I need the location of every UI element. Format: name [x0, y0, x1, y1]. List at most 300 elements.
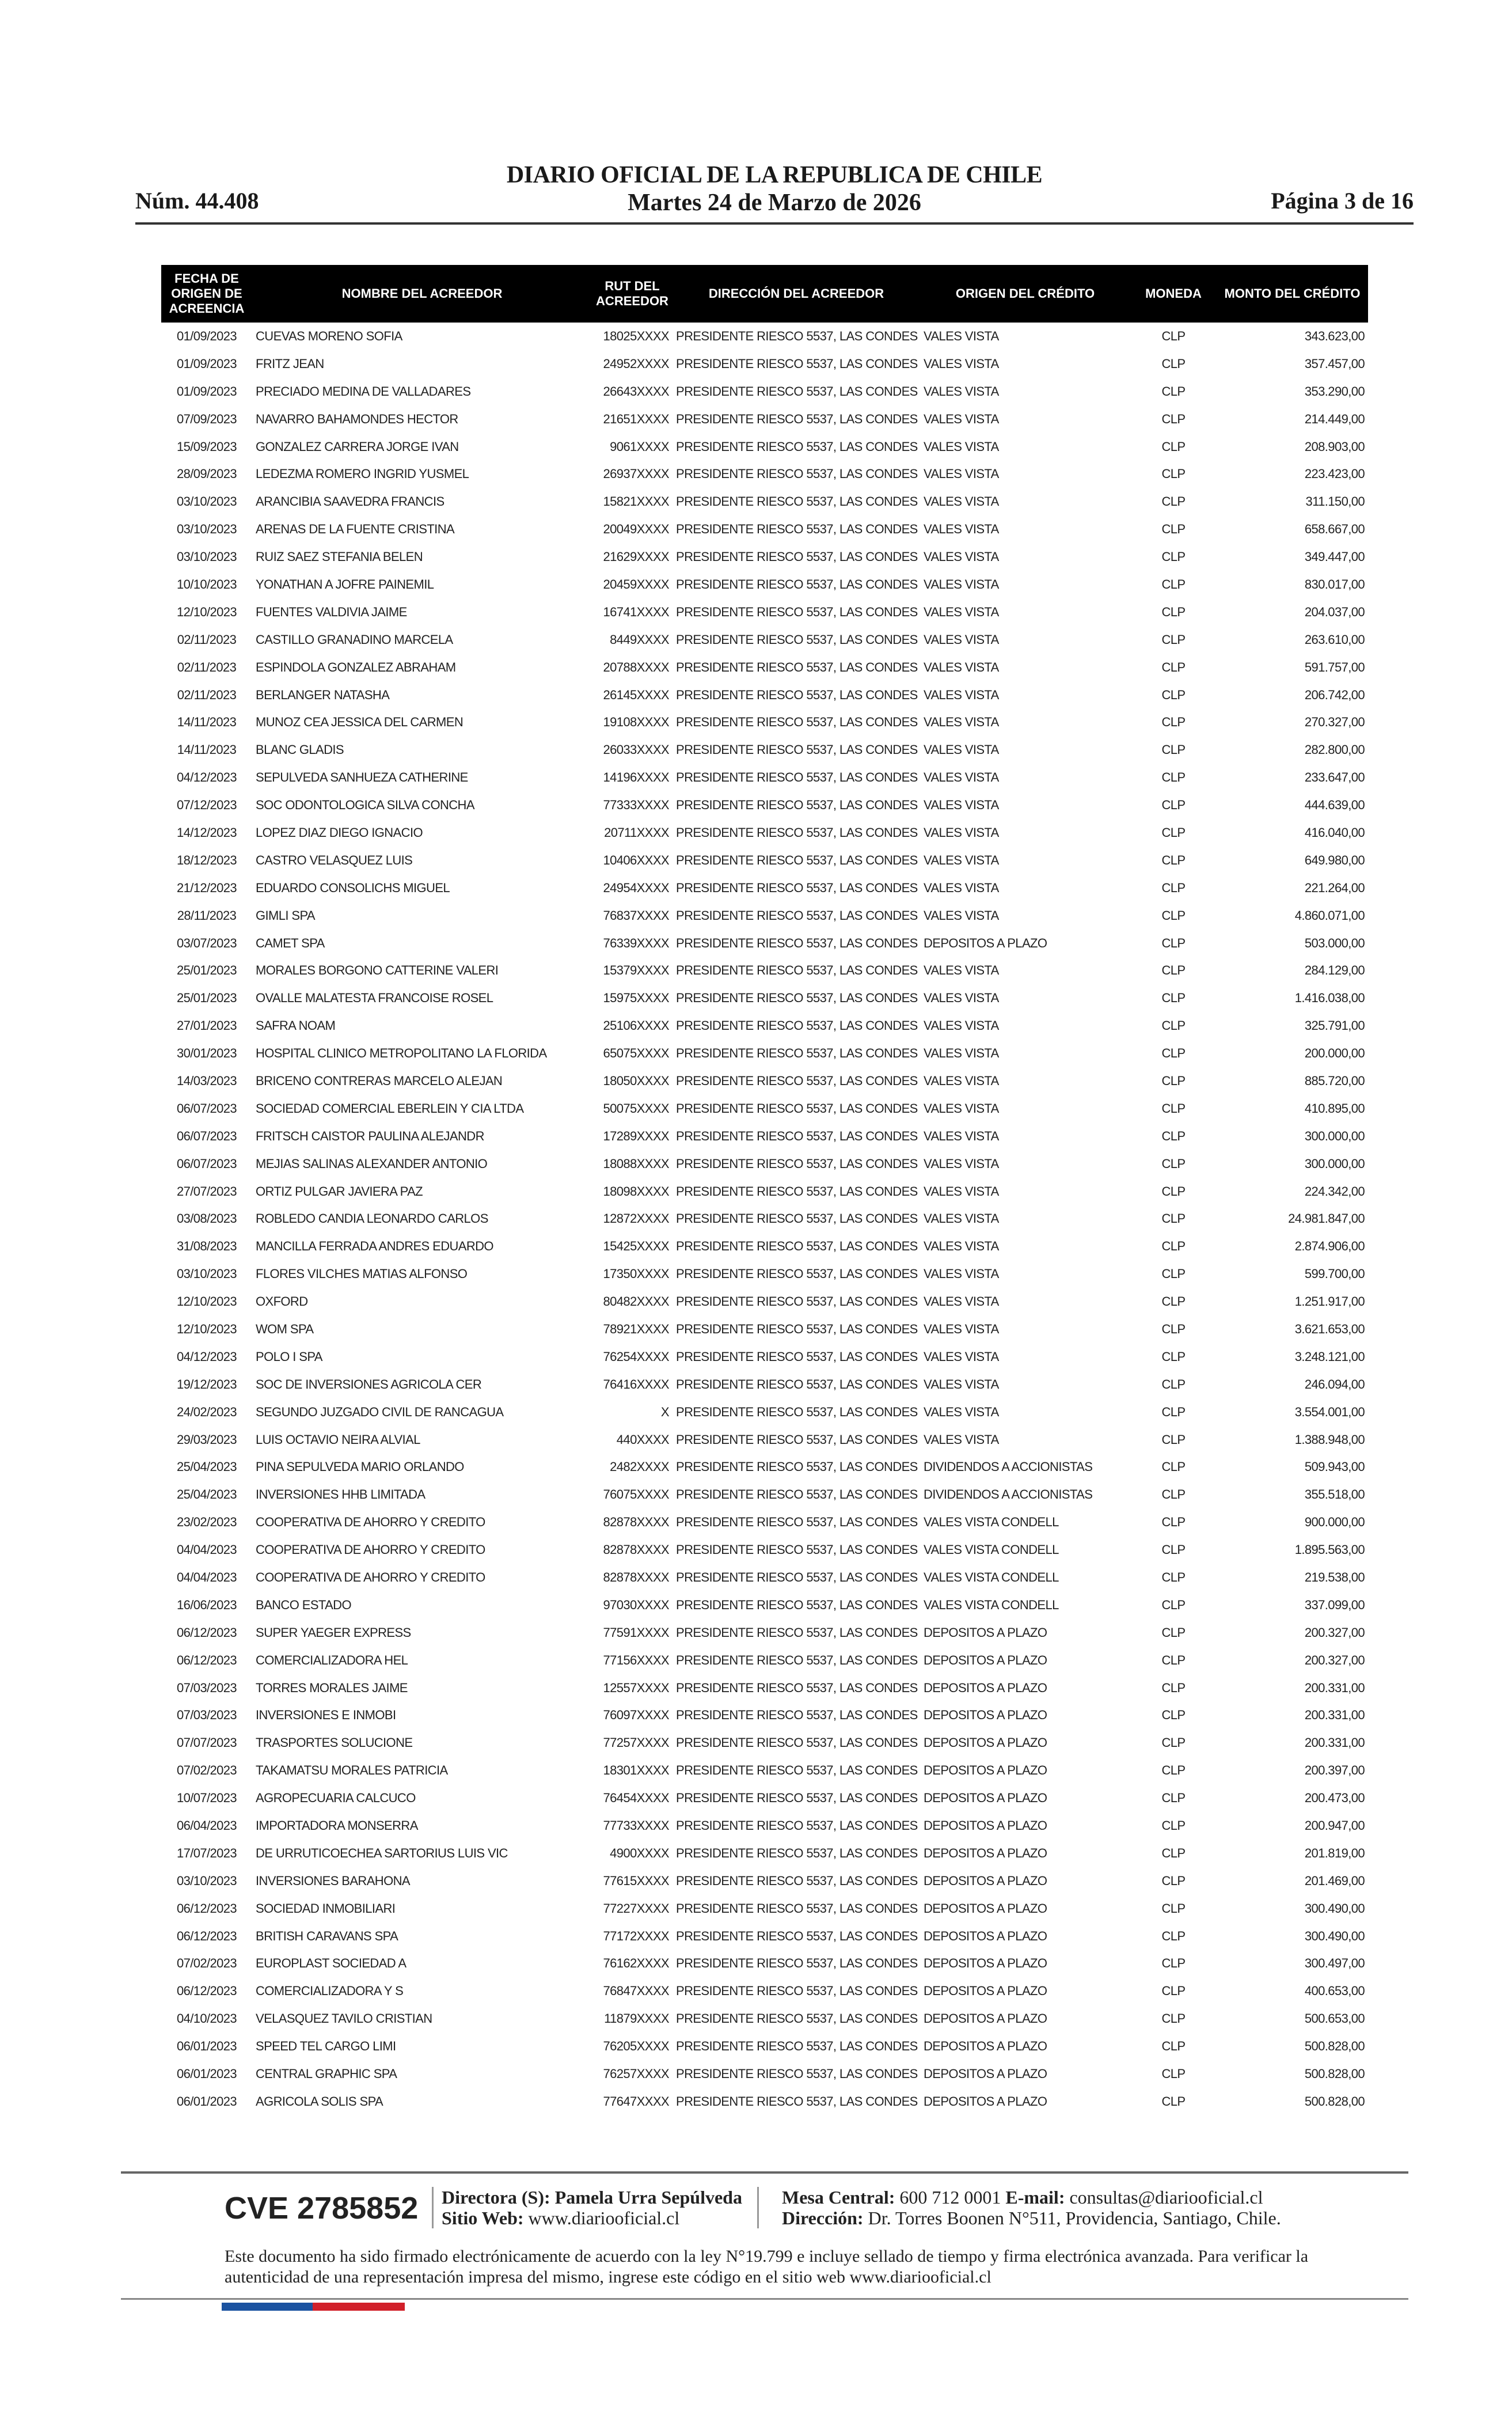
cell-direccion: PRESIDENTE RIESCO 5537, LAS CONDES [676, 908, 918, 923]
cell-monto: 206.742,00 [1304, 687, 1365, 702]
table-row [161, 1812, 1368, 1840]
cell-fecha: 23/02/2023 [176, 1515, 237, 1530]
cell-nombre: LEDEZMA ROMERO INGRID YUSMEL [256, 467, 469, 481]
cell-fecha: 06/07/2023 [176, 1156, 237, 1171]
publication-title: DIARIO OFICIAL DE LA REPUBLICA DE CHILE [506, 162, 1043, 188]
cell-direccion: PRESIDENTE RIESCO 5537, LAS CONDES [676, 1432, 918, 1447]
cell-moneda: CLP [1161, 1873, 1186, 1888]
cell-fecha: 16/06/2023 [176, 1597, 237, 1612]
table-row [161, 1040, 1368, 1067]
cell-nombre: INVERSIONES HHB LIMITADA [256, 1487, 426, 1502]
cell-moneda: CLP [1161, 356, 1186, 371]
cell-fecha: 02/11/2023 [177, 659, 237, 674]
cell-origen: VALES VISTA [924, 632, 999, 647]
cell-direccion: PRESIDENTE RIESCO 5537, LAS CONDES [676, 2067, 918, 2081]
cell-origen: VALES VISTA [924, 963, 999, 978]
table-header-row [161, 265, 1368, 323]
cell-moneda: CLP [1161, 1459, 1186, 1474]
cell-nombre: OVALLE MALATESTA FRANCOISE ROSEL [256, 991, 493, 1006]
cell-origen: VALES VISTA [924, 522, 999, 537]
cell-direccion: PRESIDENTE RIESCO 5537, LAS CONDES [676, 1101, 918, 1116]
cell-moneda: CLP [1161, 991, 1186, 1006]
table-row [161, 488, 1368, 515]
table-row [161, 957, 1368, 984]
table-row [161, 1371, 1368, 1398]
cell-monto: 246.094,00 [1304, 1377, 1365, 1392]
cell-rut: 77156XXXX [603, 1652, 669, 1667]
cell-moneda: CLP [1161, 770, 1186, 785]
cell-origen: VALES VISTA [924, 880, 999, 895]
cell-monto: 343.623,00 [1304, 328, 1365, 343]
cell-nombre: ROBLEDO CANDIA LEONARDO CARLOS [256, 1211, 488, 1226]
cell-fecha: 27/07/2023 [176, 1184, 237, 1199]
cell-nombre: MUNOZ CEA JESSICA DEL CARMEN [256, 715, 464, 730]
table-row [161, 1150, 1368, 1178]
table-row [161, 571, 1368, 598]
cell-monto: 349.447,00 [1304, 549, 1365, 564]
cell-rut: 82878XXXX [603, 1515, 669, 1530]
cell-monto: 1.416.038,00 [1294, 991, 1365, 1006]
cell-origen: VALES VISTA [924, 1211, 999, 1226]
cell-monto: 200.331,00 [1304, 1680, 1365, 1695]
cell-monto: 416.040,00 [1304, 825, 1365, 840]
col-header-nombre: NOMBRE DEL ACREEDOR [252, 265, 592, 323]
cell-direccion: PRESIDENTE RIESCO 5537, LAS CONDES [676, 1597, 918, 1612]
cell-fecha: 10/10/2023 [176, 577, 237, 592]
cell-fecha: 07/09/2023 [176, 411, 237, 426]
cell-monto: 223.423,00 [1304, 467, 1365, 481]
col-header-monto: MONTO DEL CRÉDITO [1217, 265, 1368, 323]
table-row [161, 1288, 1368, 1315]
cell-moneda: CLP [1161, 1349, 1186, 1364]
cell-moneda: CLP [1161, 1156, 1186, 1171]
cell-direccion: PRESIDENTE RIESCO 5537, LAS CONDES [676, 467, 918, 481]
cell-fecha: 06/01/2023 [176, 2094, 237, 2109]
cell-rut: 77227XXXX [603, 1901, 669, 1916]
cell-fecha: 25/01/2023 [176, 963, 237, 978]
cell-origen: VALES VISTA [924, 1184, 999, 1199]
table-row [161, 847, 1368, 874]
cell-moneda: CLP [1161, 1322, 1186, 1336]
cell-fecha: 06/12/2023 [176, 1901, 237, 1916]
cell-origen: DEPOSITOS A PLAZO [924, 1956, 1047, 1971]
cell-fecha: 06/12/2023 [176, 1652, 237, 1667]
cell-moneda: CLP [1161, 1211, 1186, 1226]
web-label: Sitio Web: [442, 2208, 524, 2228]
cell-direccion: PRESIDENTE RIESCO 5537, LAS CONDES [676, 742, 918, 757]
table-row [161, 626, 1368, 654]
cell-rut: 77257XXXX [603, 1735, 669, 1750]
cell-moneda: CLP [1161, 1046, 1186, 1061]
cell-rut: 26033XXXX [603, 742, 669, 757]
cell-fecha: 07/02/2023 [176, 1763, 237, 1778]
cell-moneda: CLP [1161, 1680, 1186, 1695]
cell-moneda: CLP [1161, 1404, 1186, 1419]
table-row [161, 350, 1368, 378]
cell-nombre: MEJIAS SALINAS ALEXANDER ANTONIO [256, 1156, 488, 1171]
mesa-label: Mesa Central: [782, 2187, 895, 2208]
table-row [161, 930, 1368, 957]
cell-direccion: PRESIDENTE RIESCO 5537, LAS CONDES [676, 1901, 918, 1916]
cell-direccion: PRESIDENTE RIESCO 5537, LAS CONDES [676, 1128, 918, 1143]
cell-nombre: YONATHAN A JOFRE PAINEMIL [256, 577, 434, 592]
cell-origen: DEPOSITOS A PLAZO [924, 2094, 1047, 2109]
cell-rut: 50075XXXX [603, 1101, 669, 1116]
cell-fecha: 04/12/2023 [176, 1349, 237, 1364]
cell-direccion: PRESIDENTE RIESCO 5537, LAS CONDES [676, 659, 918, 674]
page-header [135, 161, 1414, 219]
col-header-fecha: FECHA DE ORIGEN DE ACREENCIA [161, 265, 252, 323]
cell-fecha: 01/09/2023 [176, 328, 237, 343]
cell-rut: 15821XXXX [603, 494, 669, 509]
cell-moneda: CLP [1161, 1101, 1186, 1116]
cell-monto: 2.874.906,00 [1294, 1239, 1365, 1254]
cell-origen: VALES VISTA [924, 1322, 999, 1336]
cell-rut: 78921XXXX [603, 1322, 669, 1336]
cell-moneda: CLP [1161, 1267, 1186, 1281]
cell-rut: 20049XXXX [603, 522, 669, 537]
cell-nombre: MANCILLA FERRADA ANDRES EDUARDO [256, 1239, 493, 1254]
cell-moneda: CLP [1161, 963, 1186, 978]
table-row [161, 874, 1368, 902]
cell-moneda: CLP [1161, 411, 1186, 426]
cell-rut: 82878XXXX [603, 1542, 669, 1557]
email-label: E-mail: [1005, 2187, 1065, 2208]
cell-direccion: PRESIDENTE RIESCO 5537, LAS CONDES [676, 328, 918, 343]
cell-moneda: CLP [1161, 1432, 1186, 1447]
cell-monto: 200.947,00 [1304, 1818, 1365, 1833]
cell-monto: 208.903,00 [1304, 439, 1365, 454]
cell-rut: 76075XXXX [603, 1487, 669, 1502]
cell-rut: 76454XXXX [603, 1791, 669, 1806]
table-row [161, 1647, 1368, 1674]
table-row [161, 1260, 1368, 1288]
cell-origen: DEPOSITOS A PLAZO [924, 1845, 1047, 1860]
cell-rut: 80482XXXX [603, 1294, 669, 1309]
cell-fecha: 29/03/2023 [176, 1432, 237, 1447]
cell-direccion: PRESIDENTE RIESCO 5537, LAS CONDES [676, 880, 918, 895]
cell-nombre: BLANC GLADIS [256, 742, 344, 757]
cell-fecha: 10/07/2023 [176, 1791, 237, 1806]
cell-rut: 76416XXXX [603, 1377, 669, 1392]
cell-monto: 200.473,00 [1304, 1791, 1365, 1806]
cell-nombre: CAMET SPA [256, 935, 325, 950]
cell-nombre: SUPER YAEGER EXPRESS [256, 1625, 411, 1640]
col-header-moneda: MONEDA [1130, 265, 1217, 323]
cell-fecha: 25/04/2023 [176, 1459, 237, 1474]
cell-origen: VALES VISTA [924, 1267, 999, 1281]
cell-origen: DEPOSITOS A PLAZO [924, 1984, 1047, 1999]
cell-direccion: PRESIDENTE RIESCO 5537, LAS CONDES [676, 1818, 918, 1833]
cell-monto: 599.700,00 [1304, 1267, 1365, 1281]
cell-direccion: PRESIDENTE RIESCO 5537, LAS CONDES [676, 549, 918, 564]
cell-moneda: CLP [1161, 2011, 1186, 2026]
col-header-direccion: DIRECCIÓN DEL ACREEDOR [673, 265, 920, 323]
cell-fecha: 14/11/2023 [177, 742, 237, 757]
cell-origen: DEPOSITOS A PLAZO [924, 1708, 1047, 1723]
cell-nombre: CENTRAL GRAPHIC SPA [256, 2067, 397, 2081]
cell-moneda: CLP [1161, 1542, 1186, 1557]
cell-fecha: 03/10/2023 [176, 494, 237, 509]
cell-rut: 18088XXXX [603, 1156, 669, 1171]
cell-nombre: OXFORD [256, 1294, 308, 1309]
cell-nombre: BERLANGER NATASHA [256, 687, 390, 702]
cell-nombre: SOC DE INVERSIONES AGRICOLA CER [256, 1377, 482, 1392]
cell-direccion: PRESIDENTE RIESCO 5537, LAS CONDES [676, 935, 918, 950]
cell-nombre: POLO I SPA [256, 1349, 322, 1364]
cell-moneda: CLP [1161, 522, 1186, 537]
cell-monto: 282.800,00 [1304, 742, 1365, 757]
cell-origen: DEPOSITOS A PLAZO [924, 1818, 1047, 1833]
cell-moneda: CLP [1161, 604, 1186, 619]
table-row [161, 1867, 1368, 1895]
cell-rut: 15975XXXX [603, 991, 669, 1006]
cell-rut: 9061XXXX [610, 439, 669, 454]
cell-direccion: PRESIDENTE RIESCO 5537, LAS CONDES [676, 2011, 918, 2026]
cell-direccion: PRESIDENTE RIESCO 5537, LAS CONDES [676, 2094, 918, 2109]
cell-monto: 201.469,00 [1304, 1873, 1365, 1888]
cell-monto: 503.000,00 [1304, 935, 1365, 950]
cell-direccion: PRESIDENTE RIESCO 5537, LAS CONDES [676, 1680, 918, 1695]
cell-origen: VALES VISTA [924, 1073, 999, 1088]
cell-nombre: COOPERATIVA DE AHORRO Y CREDITO [256, 1542, 485, 1557]
table-row [161, 433, 1368, 461]
cell-nombre: SPEED TEL CARGO LIMI [256, 2039, 396, 2054]
cell-direccion: PRESIDENTE RIESCO 5537, LAS CONDES [676, 1239, 918, 1254]
email-link[interactable]: consultas@diariooficial.cl [1069, 2187, 1263, 2208]
table-row [161, 1923, 1368, 1950]
cell-rut: 77172XXXX [603, 1928, 669, 1943]
cell-monto: 591.757,00 [1304, 659, 1365, 674]
cell-fecha: 25/01/2023 [176, 991, 237, 1006]
cell-origen: VALES VISTA [924, 1101, 999, 1116]
cell-moneda: CLP [1161, 1708, 1186, 1723]
cell-origen: DEPOSITOS A PLAZO [924, 1652, 1047, 1667]
cell-origen: DEPOSITOS A PLAZO [924, 1873, 1047, 1888]
cell-direccion: PRESIDENTE RIESCO 5537, LAS CONDES [676, 1763, 918, 1778]
cell-direccion: PRESIDENTE RIESCO 5537, LAS CONDES [676, 1294, 918, 1309]
cell-nombre: EUROPLAST SOCIEDAD A [256, 1956, 407, 1971]
table-row [161, 2033, 1368, 2060]
cell-origen: VALES VISTA [924, 549, 999, 564]
cell-moneda: CLP [1161, 1956, 1186, 1971]
cell-moneda: CLP [1161, 1652, 1186, 1667]
cell-moneda: CLP [1161, 880, 1186, 895]
cell-monto: 500.828,00 [1304, 2039, 1365, 2054]
table-row [161, 1702, 1368, 1730]
cell-nombre: GIMLI SPA [256, 908, 315, 923]
cell-nombre: AGROPECUARIA CALCUCO [256, 1791, 416, 1806]
cell-rut: 17289XXXX [603, 1128, 669, 1143]
cell-monto: 270.327,00 [1304, 715, 1365, 730]
cell-direccion: PRESIDENTE RIESCO 5537, LAS CONDES [676, 439, 918, 454]
cell-rut: 12872XXXX [603, 1211, 669, 1226]
table-row [161, 405, 1368, 433]
cell-fecha: 07/07/2023 [176, 1735, 237, 1750]
cell-origen: VALES VISTA [924, 852, 999, 867]
cell-fecha: 14/12/2023 [176, 825, 237, 840]
cell-direccion: PRESIDENTE RIESCO 5537, LAS CONDES [676, 1487, 918, 1502]
cell-origen: VALES VISTA CONDELL [924, 1515, 1059, 1530]
cell-monto: 200.331,00 [1304, 1708, 1365, 1723]
cell-fecha: 03/10/2023 [176, 1267, 237, 1281]
cell-direccion: PRESIDENTE RIESCO 5537, LAS CONDES [676, 1073, 918, 1088]
cell-rut: 14196XXXX [603, 770, 669, 785]
cell-direccion: PRESIDENTE RIESCO 5537, LAS CONDES [676, 963, 918, 978]
cell-fecha: 03/10/2023 [176, 522, 237, 537]
cell-direccion: PRESIDENTE RIESCO 5537, LAS CONDES [676, 1156, 918, 1171]
cell-origen: VALES VISTA [924, 770, 999, 785]
issue-number: Núm. 44.408 [135, 188, 259, 214]
cell-rut: 76162XXXX [603, 1956, 669, 1971]
cell-fecha: 28/09/2023 [176, 467, 237, 481]
cell-nombre: SOCIEDAD INMOBILIARI [256, 1901, 396, 1916]
cell-origen: VALES VISTA [924, 991, 999, 1006]
cell-rut: 77591XXXX [603, 1625, 669, 1640]
table-row [161, 378, 1368, 405]
cell-rut: 26643XXXX [603, 384, 669, 399]
cell-fecha: 02/11/2023 [177, 632, 237, 647]
cell-nombre: COOPERATIVA DE AHORRO Y CREDITO [256, 1515, 485, 1530]
cell-rut: 77647XXXX [603, 2094, 669, 2109]
creditors-table [161, 265, 1368, 2115]
cell-direccion: PRESIDENTE RIESCO 5537, LAS CONDES [676, 1625, 918, 1640]
cell-moneda: CLP [1161, 467, 1186, 481]
table-row [161, 764, 1368, 791]
cell-nombre: LUIS OCTAVIO NEIRA ALVIAL [256, 1432, 420, 1447]
cell-rut: 2482XXXX [610, 1459, 669, 1474]
cell-origen: VALES VISTA [924, 1294, 999, 1309]
cell-moneda: CLP [1161, 1377, 1186, 1392]
cell-nombre: COMERCIALIZADORA HEL [256, 1652, 408, 1667]
table-row [161, 1095, 1368, 1123]
cell-moneda: CLP [1161, 1625, 1186, 1640]
cell-fecha: 25/04/2023 [176, 1487, 237, 1502]
cell-origen: DEPOSITOS A PLAZO [924, 1680, 1047, 1695]
cell-origen: DEPOSITOS A PLAZO [924, 1625, 1047, 1640]
cell-rut: 24952XXXX [603, 356, 669, 371]
cell-origen: VALES VISTA [924, 1432, 999, 1447]
flag-bar-blue [222, 2303, 313, 2311]
cell-origen: VALES VISTA [924, 1349, 999, 1364]
cell-moneda: CLP [1161, 1570, 1186, 1585]
cell-direccion: PRESIDENTE RIESCO 5537, LAS CONDES [676, 604, 918, 619]
cell-rut: 4900XXXX [610, 1845, 669, 1860]
cell-monto: 444.639,00 [1304, 798, 1365, 813]
cell-moneda: CLP [1161, 1597, 1186, 1612]
table-row [161, 2060, 1368, 2088]
mesa-value: 600 712 0001 [899, 2187, 1001, 2208]
web-link[interactable]: www.diariooficial.cl [528, 2208, 680, 2228]
cell-rut: 15425XXXX [603, 1239, 669, 1254]
cell-moneda: CLP [1161, 1073, 1186, 1088]
cell-rut: 21629XXXX [603, 549, 669, 564]
cell-direccion: PRESIDENTE RIESCO 5537, LAS CONDES [676, 577, 918, 592]
table-row [161, 1977, 1368, 2005]
cell-moneda: CLP [1161, 1928, 1186, 1943]
cell-nombre: EDUARDO CONSOLICHS MIGUEL [256, 880, 450, 895]
cell-moneda: CLP [1161, 1515, 1186, 1530]
cell-moneda: CLP [1161, 1018, 1186, 1033]
cell-direccion: PRESIDENTE RIESCO 5537, LAS CONDES [676, 991, 918, 1006]
cell-monto: 221.264,00 [1304, 880, 1365, 895]
cell-fecha: 03/08/2023 [176, 1211, 237, 1226]
cell-direccion: PRESIDENTE RIESCO 5537, LAS CONDES [676, 384, 918, 399]
cell-rut: 20788XXXX [603, 659, 669, 674]
cell-origen: DEPOSITOS A PLAZO [924, 2067, 1047, 2081]
cell-rut: 97030XXXX [603, 1597, 669, 1612]
cell-rut: 21651XXXX [603, 411, 669, 426]
table-row [161, 736, 1368, 764]
table-row [161, 1564, 1368, 1591]
cell-direccion: PRESIDENTE RIESCO 5537, LAS CONDES [676, 798, 918, 813]
cell-moneda: CLP [1161, 577, 1186, 592]
cell-rut: 18025XXXX [603, 328, 669, 343]
cell-nombre: PRECIADO MEDINA DE VALLADARES [256, 384, 471, 399]
cell-monto: 300.497,00 [1304, 1956, 1365, 1971]
cell-origen: VALES VISTA [924, 604, 999, 619]
table-row [161, 460, 1368, 488]
cell-fecha: 21/12/2023 [176, 880, 237, 895]
cell-nombre: SEPULVEDA SANHUEZA CATHERINE [256, 770, 468, 785]
cell-nombre: TRASPORTES SOLUCIONE [256, 1735, 413, 1750]
cell-origen: VALES VISTA [924, 467, 999, 481]
table-row [161, 598, 1368, 626]
cell-fecha: 03/10/2023 [176, 549, 237, 564]
cell-fecha: 17/07/2023 [176, 1845, 237, 1860]
cell-moneda: CLP [1161, 742, 1186, 757]
table-row [161, 1426, 1368, 1454]
table-row [161, 1205, 1368, 1233]
cell-nombre: FUENTES VALDIVIA JAIME [256, 604, 407, 619]
table-row [161, 791, 1368, 819]
cell-rut: 18050XXXX [603, 1073, 669, 1088]
cell-monto: 233.647,00 [1304, 770, 1365, 785]
cell-direccion: PRESIDENTE RIESCO 5537, LAS CONDES [676, 1046, 918, 1061]
cell-moneda: CLP [1161, 1239, 1186, 1254]
cell-nombre: DE URRUTICOECHEA SARTORIUS LUIS VIC [256, 1845, 508, 1860]
cell-monto: 200.327,00 [1304, 1652, 1365, 1667]
cell-nombre: FRITSCH CAISTOR PAULINA ALEJANDR [256, 1128, 484, 1143]
cell-direccion: PRESIDENTE RIESCO 5537, LAS CONDES [676, 715, 918, 730]
cell-fecha: 06/01/2023 [176, 2039, 237, 2054]
cell-origen: VALES VISTA [924, 715, 999, 730]
cell-origen: VALES VISTA [924, 384, 999, 399]
cell-nombre: HOSPITAL CLINICO METROPOLITANO LA FLORIDA [256, 1046, 547, 1061]
cell-nombre: COMERCIALIZADORA Y S [256, 1984, 404, 1999]
cell-direccion: PRESIDENTE RIESCO 5537, LAS CONDES [676, 356, 918, 371]
cell-rut: 76847XXXX [603, 1984, 669, 1999]
cell-rut: 18098XXXX [603, 1184, 669, 1199]
cell-fecha: 02/11/2023 [177, 687, 237, 702]
table-row [161, 1840, 1368, 1867]
cell-nombre: MORALES BORGONO CATTERINE VALERI [256, 963, 499, 978]
cell-monto: 224.342,00 [1304, 1184, 1365, 1199]
cell-monto: 204.037,00 [1304, 604, 1365, 619]
col-header-rut: RUT DEL ACREEDOR [592, 265, 673, 323]
col-header-origen: ORIGEN DEL CRÉDITO [920, 265, 1130, 323]
cell-origen: VALES VISTA CONDELL [924, 1597, 1059, 1612]
cell-origen: DIVIDENDOS A ACCIONISTAS [924, 1459, 1093, 1474]
cell-direccion: PRESIDENTE RIESCO 5537, LAS CONDES [676, 411, 918, 426]
cell-monto: 300.490,00 [1304, 1928, 1365, 1943]
cell-monto: 300.490,00 [1304, 1901, 1365, 1916]
table-row [161, 1454, 1368, 1481]
cell-moneda: CLP [1161, 852, 1186, 867]
cell-direccion: PRESIDENTE RIESCO 5537, LAS CONDES [676, 1018, 918, 1033]
cell-nombre: TAKAMATSU MORALES PATRICIA [256, 1763, 448, 1778]
cell-monto: 337.099,00 [1304, 1597, 1365, 1612]
